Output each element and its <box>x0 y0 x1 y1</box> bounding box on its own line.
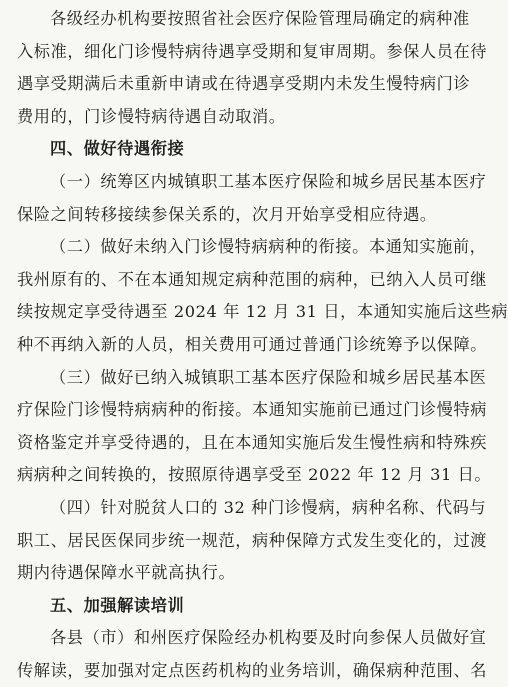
paragraph-line: （三）做好已纳入城镇职工基本医疗保险和城乡居民基本医 <box>50 367 487 387</box>
paragraph-line: 费用的，门诊慢特病待遇自动取消。 <box>17 106 286 126</box>
paragraph-line: （四）针对脱贫人口的 32 种门诊慢病，病种名称、代码与 <box>50 497 487 517</box>
paragraph-line: 病病种之间转换的，按照原待遇享受至 2022 年 12 月 31 日。 <box>17 465 492 485</box>
paragraph-line: 保险之间转移接续参保关系的，次月开始享受相应待遇。 <box>17 204 437 224</box>
paragraph-line: 疗保险门诊慢特病病种的衔接。本通知实施前已通过门诊慢特病 <box>17 400 488 420</box>
paragraph-line: （一）统筹区内城镇职工基本医疗保险和城乡居民基本医疗 <box>50 171 487 191</box>
paragraph-line: 各级经办机构要按照省社会医疗保险管理局确定的病种准 <box>50 9 470 28</box>
paragraph-line: 我州原有的、不在本通知规定病种范围的病种，已纳入人员可继 <box>17 269 488 289</box>
paragraph-line: 期内待遇保障水平就高执行。 <box>17 563 236 583</box>
paragraph-line: 遇享受期满后未重新申请或在待遇享受期内未发生慢特病门诊 <box>17 74 471 94</box>
section-heading: 五、加强解读培训 <box>50 595 185 615</box>
paragraph-line: （二）做好未纳入门诊慢特病病种的衔接。本通知实施前， <box>50 237 487 257</box>
paragraph-line: 各县（市）和州医疗保险经办机构要及时向参保人员做好宣 <box>50 628 487 648</box>
paragraph-line: 传解读，要加强对定点医药机构的业务培训，确保病种范围、名 <box>17 660 488 680</box>
section-heading: 四、做好待遇衔接 <box>50 139 185 159</box>
paragraph-line: 资格鉴定并享受待遇的，且在本通知实施后发生慢性病和特殊疾 <box>17 432 488 452</box>
paragraph-line: 职工、居民医保同步统一规范，病种保障方式发生变化的，过渡 <box>17 530 488 550</box>
paragraph-line: 入标准，细化门诊慢特病待遇享受期和复审周期。参保人员在待 <box>17 41 488 61</box>
paragraph-line: 种不再纳入新的人员，相关费用可通过普通门诊统筹予以保障。 <box>17 334 488 354</box>
paragraph-line: 续按规定享受待遇至 2024 年 12 月 31 日，本通知实施后这些病 <box>17 302 508 322</box>
